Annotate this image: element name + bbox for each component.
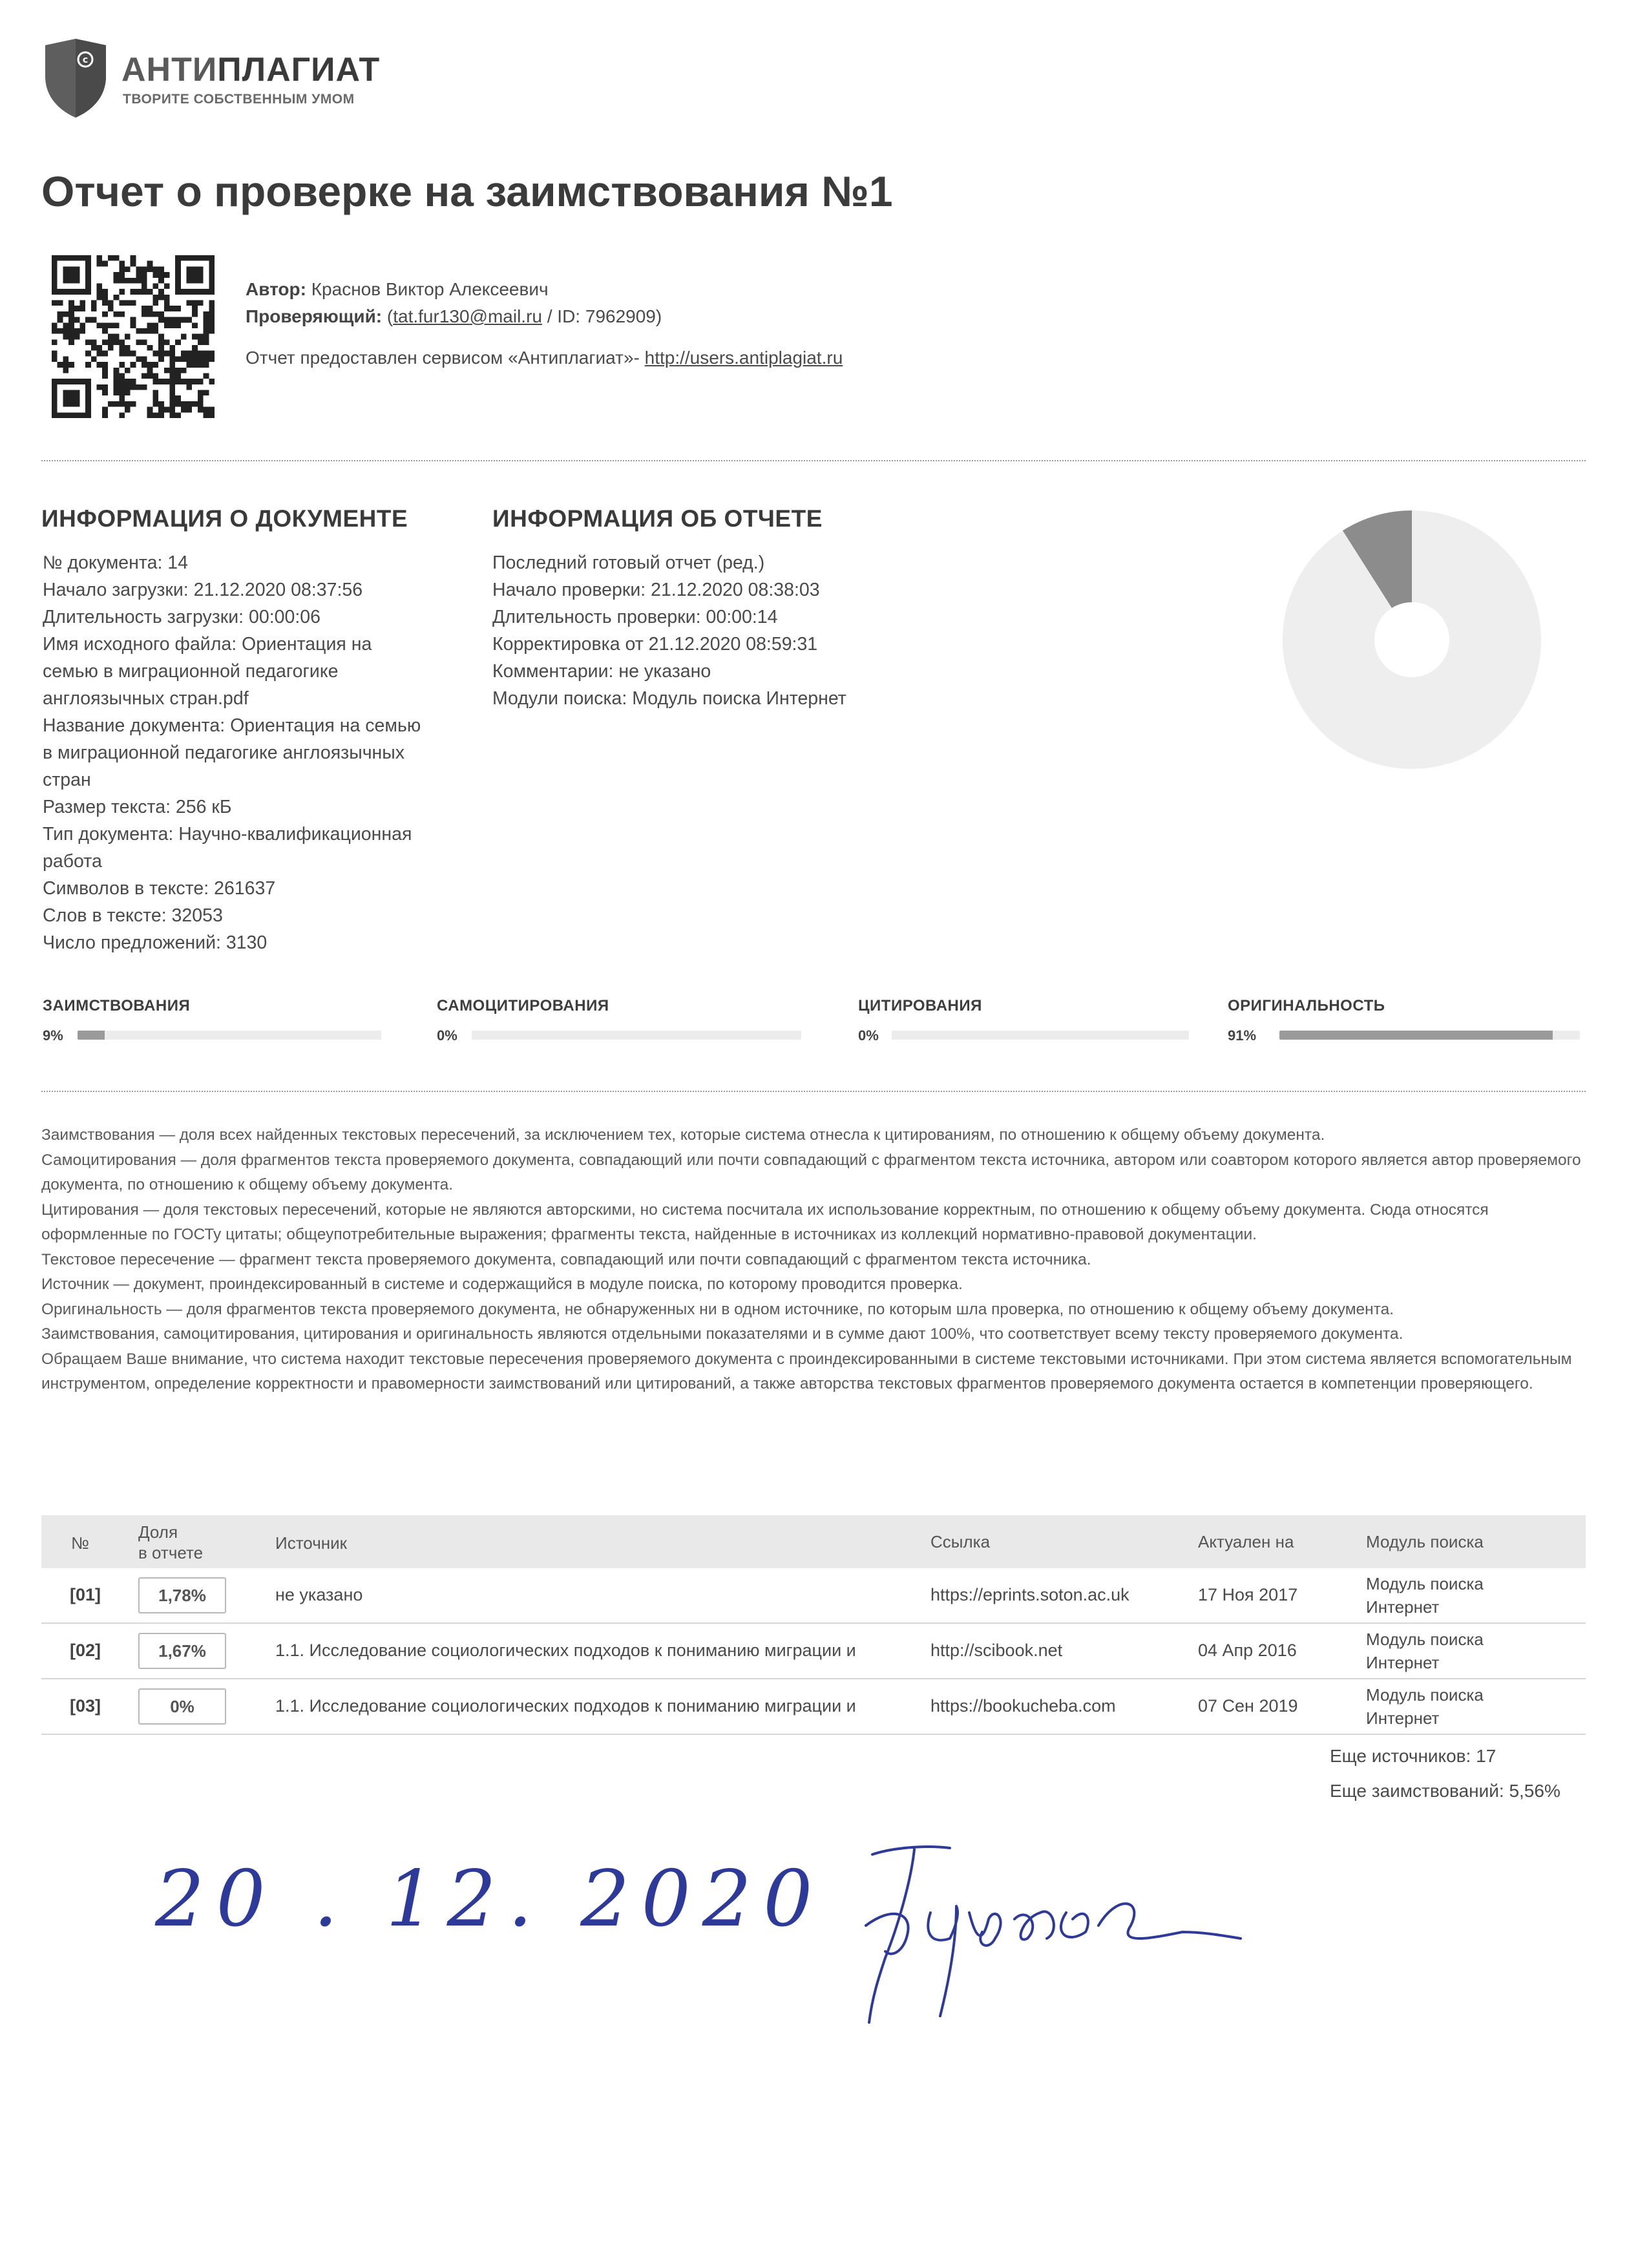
handwritten-date: 20 . 12. 2020 [155, 1854, 824, 1944]
source-title: 1.1. Исследование социологических подходов к пониманию миграции и [275, 1641, 856, 1660]
source-title: 1.1. Исследование социологических подходов к пониманию миграции и [275, 1696, 856, 1716]
source-link[interactable]: https://eprints.soton.ac.uk [930, 1585, 1129, 1604]
table-row[interactable] [41, 1679, 1586, 1735]
table-header [41, 1515, 1586, 1568]
definition-paragraph: Заимствования — доля всех найденных текстовых пересечений, за исключением тех, которые система отнесла к цитированиям, по отношению к общему объему документа. [41, 1126, 1325, 1144]
stat-bar [78, 1031, 381, 1040]
brand-name: АНТИПЛАГИАТ [121, 51, 381, 89]
info-line: Символов в тексте: 261637 [43, 878, 276, 899]
info-line: англоязычных стран.pdf [43, 688, 249, 709]
report-info-heading: ИНФОРМАЦИЯ ОБ ОТЧЕТЕ [492, 505, 823, 532]
handwritten-signature [149, 1829, 1247, 2042]
stat-value: 0% [437, 1027, 457, 1044]
source-title: не указано [275, 1585, 363, 1604]
col-share: Доля в отчете [138, 1522, 204, 1562]
sources-table [41, 1515, 1586, 1735]
brand-tagline: ТВОРИТЕ СОБСТВЕННЫМ УМОМ [123, 92, 355, 107]
definition-paragraph: Текстовое пересечение — фрагмент текста проверяемого документа, совпадающий или почти совпадающий с фрагментом текста источника. [41, 1250, 1091, 1268]
provided-by-line: Отчет предоставлен сервисом «Антиплагиат»- http://users.antiplagiat.ru [246, 348, 843, 368]
checker-email-link[interactable]: tat.fur130@mail.ru [393, 306, 542, 326]
stat-label: САМОЦИТИРОВАНИЯ [437, 997, 609, 1014]
author-line: Автор: Краснов Виктор Алексеевич [246, 279, 549, 299]
pie-slice [1283, 510, 1541, 769]
definition-paragraph: Цитирования — доля текстовых пересечений, которые не являются авторскими, но система посчитала их использование корректным, по отношению к общему объему документа. Сюда относятся оформленные по ГОСТу цитаты; общеупотребительные выражения; фрагменты текста, найденные в источниках из коллекций нормативно-правовой документации. [41, 1201, 1489, 1243]
stat-value: 0% [858, 1027, 879, 1044]
source-link[interactable]: https://bookucheba.com [930, 1696, 1116, 1716]
source-module: Модуль поиска Интернет [1366, 1574, 1484, 1617]
source-module: Модуль поиска Интернет [1366, 1630, 1484, 1672]
svg-text:c: c [82, 55, 89, 65]
more-borrowings: Еще заимствований: 5,56% [1330, 1781, 1560, 1801]
source-share: 1,78% [138, 1577, 226, 1613]
doc-info-heading: ИНФОРМАЦИЯ О ДОКУМЕНТЕ [41, 505, 408, 532]
source-link[interactable]: http://scibook.net [930, 1641, 1063, 1660]
antiplagiat-link[interactable]: http://users.antiplagiat.ru [644, 348, 843, 368]
definition-paragraph: Оригинальность — доля фрагментов текста проверяемого документа, не обнаруженных ни в одном источнике, по которым шла проверка, по отношению к общему объему документа. [41, 1300, 1394, 1318]
info-line: Модули поиска: Модуль поиска Интернет [492, 688, 846, 709]
definitions-text [41, 1123, 1586, 1397]
info-line: в миграционной педагогике англоязычных [43, 742, 405, 763]
source-share: 0% [138, 1688, 226, 1725]
info-line: семью в миграционной педагогике [43, 661, 339, 682]
stat-label: ЦИТИРОВАНИЯ [858, 997, 982, 1014]
divider [41, 1091, 1586, 1092]
doc-info-list [43, 549, 421, 956]
info-line: Размер текста: 256 кБ [43, 797, 232, 817]
divider [41, 460, 1586, 461]
page-title: Отчет о проверке на заимствования №1 [41, 167, 893, 215]
stat-value: 9% [43, 1027, 63, 1044]
info-line: работа [43, 851, 102, 872]
shield-copyright-icon [40, 36, 111, 119]
col-actual: Актуален на [1198, 1532, 1294, 1551]
source-number: [03] [70, 1696, 101, 1716]
source-date: 07 Сен 2019 [1198, 1696, 1298, 1716]
col-num: № [71, 1533, 89, 1553]
info-line: Длительность проверки: 00:00:14 [492, 607, 778, 627]
report-info-list [492, 549, 846, 712]
col-link: Ссылка [930, 1532, 991, 1551]
info-line: Число предложений: 3130 [43, 932, 268, 953]
info-line: Корректировка от 21.12.2020 08:59:31 [492, 634, 818, 655]
info-line: Имя исходного файла: Ориентация на [43, 634, 372, 655]
col-source: Источник [275, 1533, 347, 1553]
more-sources: Еще источников: 17 [1330, 1746, 1497, 1766]
info-line: Комментарии: не указано [492, 661, 711, 682]
definition-paragraph: Заимствования, самоцитирования, цитирования и оригинальность являются отдельными показателями и в сумме дают 100%, что соответствует всему тексту проверяемого документа. [41, 1325, 1403, 1343]
stat-label: ЗАИМСТВОВАНИЯ [43, 997, 191, 1014]
stat-bar [472, 1031, 801, 1040]
source-date: 17 Ноя 2017 [1198, 1585, 1298, 1604]
definition-paragraph: Самоцитирования — доля фрагментов текста проверяемого документа, совпадающий или почти совпадающий с фрагментом текста источника, автором или соавтором которого является автор проверяемого документа, по отношению к общему объему документа. [41, 1151, 1581, 1193]
info-line: Длительность загрузки: 00:00:06 [43, 607, 320, 627]
info-line: Последний готовый отчет (ред.) [492, 552, 765, 573]
table-row[interactable] [41, 1624, 1586, 1679]
info-line: Слов в тексте: 32053 [43, 905, 223, 926]
source-date: 04 Апр 2016 [1198, 1641, 1297, 1660]
checker-line: Проверяющий: (tat.fur130@mail.ru / ID: 7962909) [246, 306, 662, 326]
info-line: Название документа: Ориентация на семью [43, 715, 421, 736]
stat-label: ОРИГИНАЛЬНОСТЬ [1228, 997, 1385, 1014]
source-share: 1,67% [138, 1633, 226, 1669]
col-module: Модуль поиска [1366, 1532, 1484, 1551]
definition-paragraph: Источник — документ, проиндексированный в системе и содержащийся в модуле поиска, по которому проводится проверка. [41, 1276, 963, 1293]
info-line: Начало загрузки: 21.12.2020 08:37:56 [43, 580, 363, 600]
stat-value: 91% [1228, 1027, 1257, 1044]
info-line: стран [43, 770, 91, 790]
stat-bar-fill [1279, 1031, 1553, 1040]
info-line: № документа: 14 [43, 552, 188, 573]
stat-bar [1279, 1031, 1580, 1040]
source-number: [02] [70, 1641, 101, 1660]
originality-pie-chart [1276, 504, 1548, 775]
info-line: Начало проверки: 21.12.2020 08:38:03 [492, 580, 820, 600]
info-line: Тип документа: Научно-квалификационная [43, 824, 412, 845]
qr-code [52, 255, 215, 418]
definition-paragraph: Обращаем Ваше внимание, что система находит текстовые пересечения проверяемого документа с проиндексированными в системе текстовыми источниками. При этом система является вспомогательным инструментом, определение корректности и правомерности заимствований или цитирований, а также авторства текстовых фрагментов проверяемого документа остается в компетенции проверяющего. [41, 1350, 1572, 1392]
source-module: Модуль поиска Интернет [1366, 1685, 1484, 1728]
stat-bar-fill [78, 1031, 105, 1040]
source-number: [01] [70, 1585, 101, 1604]
table-row[interactable] [41, 1568, 1586, 1624]
stat-bar [892, 1031, 1189, 1040]
